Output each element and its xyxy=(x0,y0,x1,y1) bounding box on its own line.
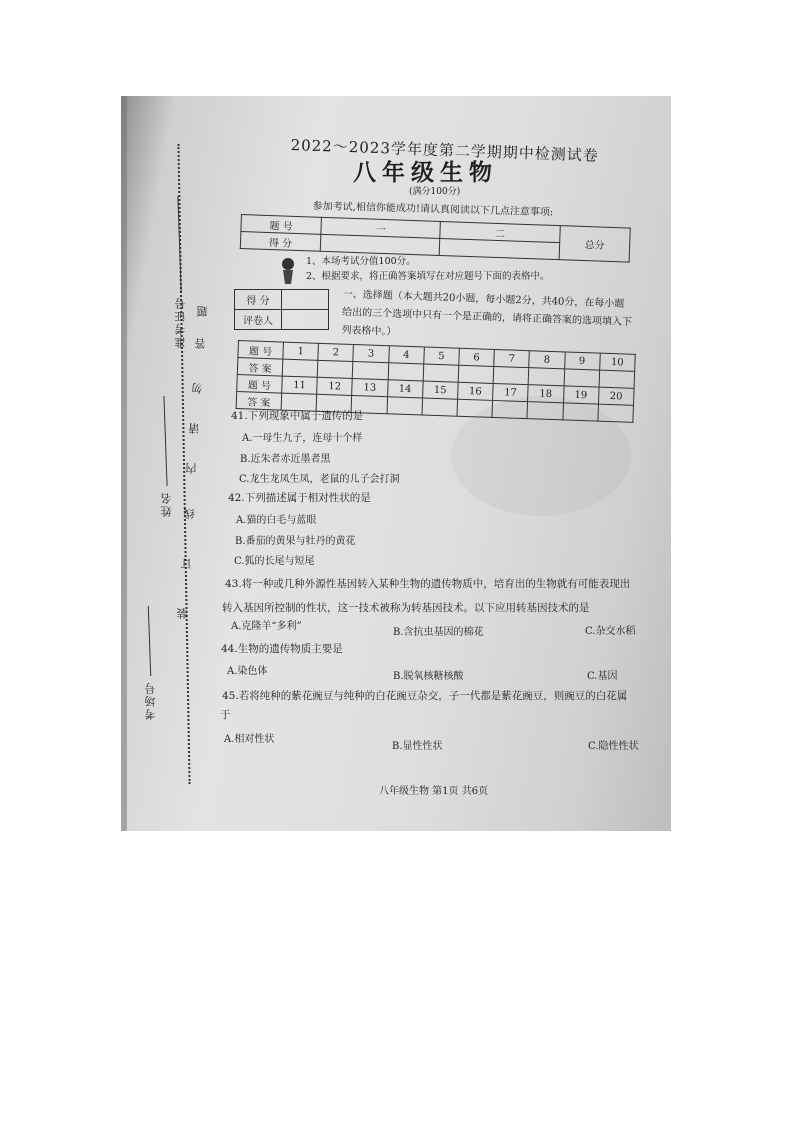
score-table-cell: 一 xyxy=(321,217,441,238)
question-number-cell: 10 xyxy=(599,353,635,371)
page-footer: 八年级生物 第1页 共6页 xyxy=(379,786,489,797)
question-number-cell: 8 xyxy=(529,351,565,369)
question-42-option-b: B.番茄的黄果与牡丹的黄花 xyxy=(235,536,356,547)
notice-line: 参加考试,相信你能成功!请认真阅读以下几点注意事项: xyxy=(312,200,554,219)
seal-char-1: 题 xyxy=(196,304,209,317)
exam-room-label: 考场号 xyxy=(144,681,157,720)
grader-score-input[interactable] xyxy=(282,290,329,310)
question-42-option-c: C.狐的长尾与短尾 xyxy=(234,556,315,567)
score-table-cell: 总分 xyxy=(559,226,630,262)
rule-1: 1、本场考试分值100分。 xyxy=(306,256,416,267)
question-44-stem: 44.生物的遗传物质主要是 xyxy=(221,643,343,655)
question-number-cell: 11 xyxy=(282,376,318,394)
grader-table xyxy=(234,289,329,330)
answer-table-label: 答 案 xyxy=(237,358,283,377)
question-number-cell: 20 xyxy=(598,387,634,405)
exam-room-underline xyxy=(148,606,151,676)
answer-cell[interactable] xyxy=(388,363,424,381)
question-number-cell: 2 xyxy=(318,343,354,361)
question-number-cell: 19 xyxy=(563,386,599,404)
answer-cell[interactable] xyxy=(598,404,634,422)
subject-title: 八年级生物 xyxy=(353,160,498,186)
section-one-title: 一、选择题（本大题共20小题，每小题2分，共40分，在每小题给出的三个选项中只有一个是正确的，请将正确答案的选项填入下列表格中。） xyxy=(341,288,633,338)
answer-cell[interactable] xyxy=(353,362,389,380)
answer-cell[interactable] xyxy=(458,365,494,383)
question-number-cell: 17 xyxy=(493,383,529,401)
question-number-cell: 14 xyxy=(387,380,423,398)
question-43-stem-line1: 43.将一种或几种外源性基因转入某种生物的遗传物质中，培育出的生物就有可能表现出 xyxy=(225,578,631,590)
seal-char-3: 勿 xyxy=(191,381,204,394)
question-number-cell: 1 xyxy=(283,342,319,360)
name-label: 姓名 xyxy=(160,491,173,517)
question-number-cell: 7 xyxy=(494,349,530,367)
answer-cell[interactable] xyxy=(527,402,563,420)
question-43-stem-line2: 转入基因所控制的性状，这一技术被称为转基因技术。以下应用转基因技术的是 xyxy=(222,602,590,614)
question-43-option-a: A.克隆羊“多利” xyxy=(231,621,302,632)
question-number-cell: 12 xyxy=(317,377,353,395)
question-number-cell: 18 xyxy=(528,385,564,403)
grader-name-input[interactable] xyxy=(282,310,329,330)
seal-char-7: 订 xyxy=(180,556,193,569)
answer-cell[interactable] xyxy=(492,400,528,418)
question-45-stem-line2: 于 xyxy=(220,709,231,721)
answer-cell[interactable] xyxy=(493,366,529,384)
question-number-cell: 4 xyxy=(388,346,424,364)
question-45-option-a: A.相对性状 xyxy=(224,734,275,745)
question-43-option-c: C.杂交水稻 xyxy=(585,626,636,637)
question-44-option-a: A.染色体 xyxy=(227,666,268,677)
grader-table-cell: 评卷人 xyxy=(235,310,282,330)
answer-cell[interactable] xyxy=(564,369,600,387)
answer-table-label: 题 号 xyxy=(238,341,284,360)
question-41-option-b: B.近朱者赤近墨者黑 xyxy=(240,454,331,465)
question-45-stem-line1: 45.若将纯种的紫花豌豆与纯种的白花豌豆杂交，子一代都是紫花豌豆，则豌豆的白花属 xyxy=(222,690,628,702)
answer-cell[interactable] xyxy=(562,403,598,421)
question-number-cell: 9 xyxy=(564,352,600,370)
question-42-option-a: A.猫的白毛与蓝眼 xyxy=(236,515,317,526)
binding-sidebar xyxy=(121,136,231,786)
question-number-cell: 15 xyxy=(422,381,458,399)
question-45-option-c: C.隐性性状 xyxy=(588,741,639,752)
question-41-stem: 41.下列现象中属于遗传的是 xyxy=(231,410,364,422)
answer-table-label: 题 号 xyxy=(237,374,283,393)
exam-id-label: 准考证号 xyxy=(174,296,187,348)
grader-table-cell: 得 分 xyxy=(235,290,282,310)
full-score-note: (满分100分) xyxy=(409,187,461,197)
answer-cell[interactable] xyxy=(423,364,459,382)
answer-cell[interactable] xyxy=(457,399,493,417)
question-number-cell: 16 xyxy=(458,382,494,400)
answer-cell[interactable] xyxy=(528,368,564,386)
answer-cell[interactable] xyxy=(422,398,458,416)
seal-char-2: 答 xyxy=(194,336,207,349)
seal-char-8: 装 xyxy=(176,606,189,619)
question-41-option-c: C.龙生龙凤生凤，老鼠的儿子会打洞 xyxy=(239,474,400,485)
score-table-cell: 得 分 xyxy=(240,232,321,252)
cartoon-sticker-icon xyxy=(277,256,299,286)
answer-cell[interactable] xyxy=(387,397,423,415)
question-44-option-c: C.基因 xyxy=(587,671,618,682)
question-43-option-b: B.含抗虫基因的棉花 xyxy=(393,627,484,638)
answer-cell[interactable] xyxy=(282,359,318,377)
answer-cell[interactable] xyxy=(317,360,353,378)
seal-char-6: 线 xyxy=(183,506,196,519)
question-number-cell: 13 xyxy=(352,379,388,397)
seal-char-5: 内 xyxy=(185,461,198,474)
score-table-cell: 二 xyxy=(440,221,560,242)
question-44-option-b: B.脱氧核糖核酸 xyxy=(393,671,464,682)
question-45-option-b: B.显性性状 xyxy=(392,741,443,752)
question-41-option-a: A.一母生九子，连母十个样 xyxy=(242,433,363,444)
answer-table-label: 答 案 xyxy=(236,391,282,410)
exam-title: 2022～2023学年度第二学期期中检测试卷 xyxy=(290,135,600,165)
score-table-cell: 题 号 xyxy=(241,215,322,235)
exam-paper-photo xyxy=(121,96,671,831)
seal-char-4: 请 xyxy=(188,421,201,434)
question-number-cell: 5 xyxy=(424,347,460,365)
answer-cell[interactable] xyxy=(599,370,635,388)
rule-2: 2、根据要求，将正确答案填写在对应题号下面的表格中。 xyxy=(306,271,550,282)
score-input-cell[interactable] xyxy=(440,238,560,259)
question-number-cell: 3 xyxy=(353,345,389,363)
name-underline xyxy=(163,396,167,486)
question-42-stem: 42.下列描述属于相对性状的是 xyxy=(228,492,371,504)
question-number-cell: 6 xyxy=(459,348,495,366)
